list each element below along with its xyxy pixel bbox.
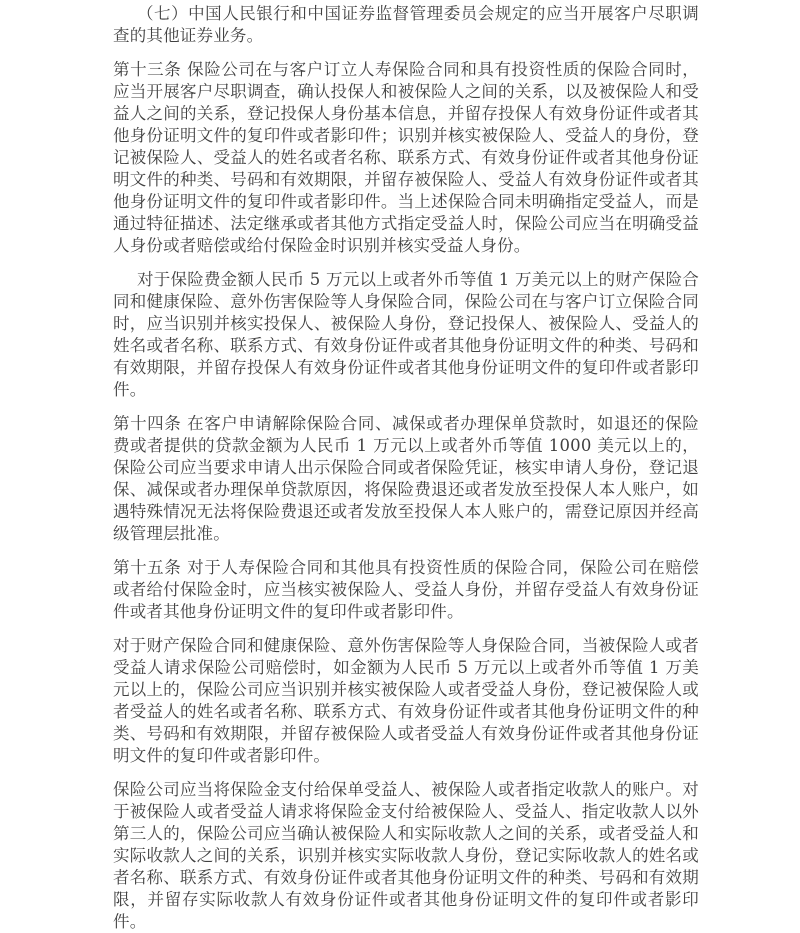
article-14-paragraph: 第十四条 在客户申请解除保险合同、减保或者办理保单贷款时，如退还的保险费或者提供的贷款金额为人民币 1 万元以上或者外币等值 1000 美元以上的，保险公司应当要求申请人出示保险合同或者保险凭证，核实申请人身份，登记退保、减保或者办理保单贷款原因，将保险费退还或者发放至投保人本人账户，如遇特殊情况无法将保险费退还或者发放至投保人本人账户的，需登记原因并经高级管理层批准。 [113, 414, 699, 543]
article-13-premium-threshold-paragraph: 对于保险费金额人民币 5 万元以上或者外币等值 1 万美元以上的财产保险合同和健康保险、意外伤害保险等人身保险合同，保险公司在与客户订立保险合同时，应当识别并核实投保人、被保险人身份，登记投保人、被保险人、受益人的姓名或者名称、联系方式、有效身份证件或者其他身份证明文件的种类、号码和有效期限，并留存投保人有效身份证件或者其他身份证明文件的复印件或者影印件。 [113, 270, 699, 399]
article-15-property-claims-paragraph: 对于财产保险合同和健康保险、意外伤害保险等人身保险合同，当被保险人或者受益人请求保险公司赔偿时，如金额为人民币 5 万元以上或者外币等值 1 万美元以上的，保险公司应当识别并核实被保险人或者受益人身份，登记被保险人或者受益人的姓名或者名称、联系方式、有效身份证件或者其他身份证明文件的种类、号码和有效期限，并留存被保险人或者受益人有效身份证件或者其他身份证明文件的复印件或者影印件。 [113, 636, 699, 765]
article-13-paragraph: 第十三条 保险公司在与客户订立人寿保险合同和具有投资性质的保险合同时，应当开展客户尽职调查，确认投保人和被保险人之间的关系，以及被保险人和受益人之间的关系，登记投保人身份基本信息，并留存投保人有效身份证件或者其他身份证明文件的复印件或者影印件；识别并核实被保险人、受益人的身份，登记被保险人、受益人的姓名或者名称、联系方式、有效身份证件或者其他身份证明文件的种类、号码和有效期限，并留存被保险人、受益人有效身份证件或者其他身份证明文件的复印件或者影印件。当上述保险合同未明确指定受益人，而是通过特征描述、法定继承或者其他方式指定受益人时，保险公司应当在明确受益人身份或者赔偿或给付保险金时识别并核实受益人身份。 [113, 60, 699, 255]
article-15-paragraph: 第十五条 对于人寿保险合同和其他具有投资性质的保险合同，保险公司在赔偿或者给付保险金时，应当核实被保险人、受益人身份，并留存受益人有效身份证件或者其他身份证明文件的复印件或者影印件。 [113, 558, 699, 621]
article-15-payment-account-paragraph: 保险公司应当将保险金支付给保单受益人、被保险人或者指定收款人的账户。对于被保险人或者受益人请求将保险金支付给被保险人、受益人、指定收款人以外第三人的，保险公司应当确认被保险人和实际收款人之间的关系，或者受益人和实际收款人之间的关系，识别并核实实际收款人身份，登记实际收款人的姓名或者名称、联系方式、有效身份证件或者其他身份证明文件的种类、号码和有效期限，并留存实际收款人有效身份证件或者其他身份证明文件的复印件或者影印件。 [113, 780, 699, 931]
clause-seven-paragraph: （七）中国人民银行和中国证券监督管理委员会规定的应当开展客户尽职调查的其他证券业务。 [113, 4, 699, 45]
